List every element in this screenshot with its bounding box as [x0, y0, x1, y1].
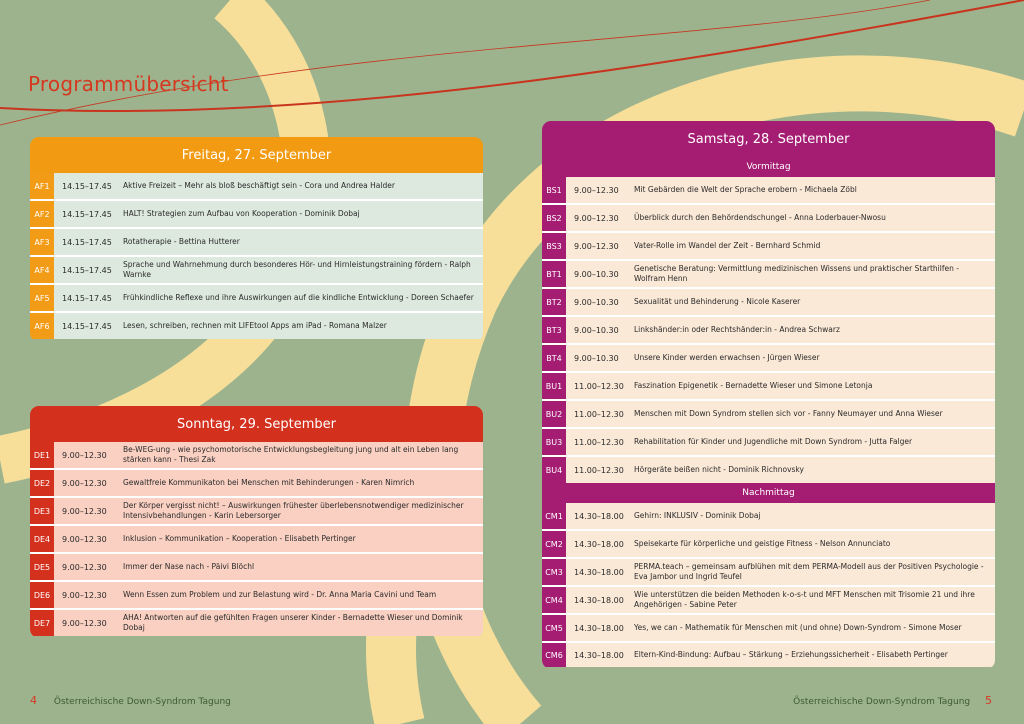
session-row	[542, 613, 995, 641]
session-code: BU1	[542, 373, 566, 399]
session-row	[30, 199, 483, 227]
session-row	[30, 552, 483, 580]
session-title: Vater-Rolle im Wandel der Zeit - Bernhard Schmid	[634, 241, 821, 250]
session-row	[30, 496, 483, 524]
session-time: 14.15–17.45	[62, 265, 112, 275]
session-time: 14.15–17.45	[62, 181, 112, 191]
session-row	[30, 468, 483, 496]
session-time: 11.00–12.30	[574, 381, 624, 391]
session-code: BT2	[542, 289, 566, 315]
session-title: Aktive Freizeit – Mehr als bloß beschäftigt sein - Cora und Andrea Halder	[123, 181, 395, 190]
footer-right	[793, 694, 992, 707]
session-time: 9.00–12.30	[574, 213, 619, 223]
session-code: AF6	[30, 313, 54, 339]
session-row	[542, 529, 995, 557]
friday-header: Freitag, 27. September	[30, 137, 483, 173]
session-row	[542, 315, 995, 343]
session-row	[30, 255, 483, 283]
session-time: 11.00–12.30	[574, 409, 624, 419]
session-code: AF1	[30, 173, 54, 199]
page-number-right: 5	[985, 694, 992, 707]
session-title: Sexualität und Behinderung - Nicole Kaserer	[634, 297, 801, 306]
session-row	[542, 427, 995, 455]
session-code: BU2	[542, 401, 566, 427]
session-row	[542, 371, 995, 399]
session-time: 14.30–18.00	[574, 650, 624, 660]
session-title: Lesen, schreiben, rechnen mit LIFEtool Apps am iPad - Romana Malzer	[123, 321, 387, 330]
session-code: BS3	[542, 233, 566, 259]
session-code: BS1	[542, 177, 566, 203]
session-row	[30, 283, 483, 311]
session-row	[542, 503, 995, 529]
session-row	[542, 585, 995, 613]
session-time: 14.15–17.45	[62, 237, 112, 247]
session-title: HALT! Strategien zum Aufbau von Kooperation - Dominik Dobaj	[123, 209, 360, 218]
session-time: 11.00–12.30	[574, 465, 624, 475]
session-code: BU4	[542, 457, 566, 483]
session-time: 14.15–17.45	[62, 209, 112, 219]
session-time: 9.00–10.30	[574, 269, 619, 279]
friday-session-list	[30, 173, 483, 339]
session-row	[542, 231, 995, 259]
session-title: Inklusion – Kommunikation – Kooperation - Elisabeth Pertinger	[123, 534, 356, 543]
session-title: Genetische Beratung: Vermittlung medizinischen Wissens und praktischer Starthilfen - Wolfram Henn	[634, 264, 959, 283]
session-row	[542, 455, 995, 483]
friday-schedule-card	[30, 137, 483, 342]
session-row	[30, 442, 483, 468]
session-time: 14.30–18.00	[574, 539, 624, 549]
session-time: 9.00–12.30	[574, 185, 619, 195]
session-code: AF5	[30, 285, 54, 311]
session-row	[542, 177, 995, 203]
session-title: Speisekarte für körperliche und geistige Fitness - Nelson Annunciato	[634, 539, 891, 548]
session-time: 9.00–10.30	[574, 353, 619, 363]
session-row	[30, 173, 483, 199]
session-code: DE2	[30, 470, 54, 496]
session-time: 9.00–12.30	[62, 478, 107, 488]
session-time: 9.00–12.30	[62, 618, 107, 628]
session-time: 9.00–10.30	[574, 297, 619, 307]
session-code: DE5	[30, 554, 54, 580]
session-title: Sprache und Wahrnehmung durch besonderes Hör- und Hirnleistungstraining fördern - Ralph Warnke	[123, 260, 471, 279]
session-title: Überblick durch den Behördendschungel - Anna Loderbauer-Nwosu	[634, 213, 886, 222]
session-title: Wie unterstützen die beiden Methoden k-o-s-t und MFT Menschen mit Trisomie 21 und ihre Angehörigen - Sabine Peter	[634, 590, 975, 609]
session-code: BT4	[542, 345, 566, 371]
morning-section-label: Vormittag	[542, 157, 995, 177]
sunday-session-list	[30, 442, 483, 636]
session-code: AF4	[30, 257, 54, 283]
session-title: Hörgeräte beißen nicht - Dominik Richnovsky	[634, 465, 804, 474]
session-code: DE3	[30, 498, 54, 524]
sunday-header: Sonntag, 29. September	[30, 406, 483, 442]
session-title: Menschen mit Down Syndrom stellen sich vor - Fanny Neumayer und Anna Wieser	[634, 409, 943, 418]
session-code: BS2	[542, 205, 566, 231]
session-row	[542, 343, 995, 371]
session-code: DE4	[30, 526, 54, 552]
session-title: Mit Gebärden die Welt der Sprache erobern - Michaela Zöbl	[634, 185, 857, 194]
session-row	[542, 259, 995, 287]
session-title: Immer der Nase nach - Päivi Blöchl	[123, 562, 255, 571]
session-row	[542, 641, 995, 667]
session-time: 9.00–12.30	[62, 562, 107, 572]
session-time: 9.00–12.30	[62, 534, 107, 544]
session-title: Gewaltfreie Kommunikaton bei Menschen mit Behinderungen - Karen Nimrich	[123, 478, 415, 487]
session-title: Frühkindliche Reflexe und ihre Auswirkungen auf die kindliche Entwicklung - Doreen Schaefer	[123, 293, 474, 302]
session-time: 14.30–18.00	[574, 623, 624, 633]
footer-left	[30, 694, 231, 707]
session-title: Gehirn: INKLUSIV - Dominik Dobaj	[634, 511, 761, 520]
footer-left-text: Österreichische Down-Syndrom Tagung	[53, 697, 231, 707]
session-time: 14.15–17.45	[62, 293, 112, 303]
session-title: AHA! Antworten auf die gefühlten Fragen unserer Kinder - Bernadette Wieser und Dominik Dobaj	[123, 613, 463, 632]
session-title: Eltern-Kind-Bindung: Aufbau – Stärkung – Erziehungssicherheit - Elisabeth Pertinger	[634, 650, 948, 659]
session-title: Rotatherapie - Bettina Hutterer	[123, 237, 240, 246]
session-title: Wenn Essen zum Problem und zur Belastung wird - Dr. Anna Maria Cavini und Team	[123, 590, 437, 599]
session-code: CM5	[542, 615, 566, 641]
session-time: 14.15–17.45	[62, 321, 112, 331]
session-code: CM2	[542, 531, 566, 557]
afternoon-section-label: Nachmittag	[542, 483, 995, 503]
session-row	[542, 557, 995, 585]
session-row	[542, 203, 995, 231]
session-row	[542, 399, 995, 427]
session-title: Be-WEG-ung - wie psychomotorische Entwicklungsbegleitung jung und alt ein Leben lang stärken kann - Thesi Zak	[123, 445, 459, 464]
session-row	[542, 287, 995, 315]
session-code: BT1	[542, 261, 566, 287]
sunday-schedule-card	[30, 406, 483, 638]
session-time: 11.00–12.30	[574, 437, 624, 447]
session-code: AF2	[30, 201, 54, 227]
saturday-afternoon-list	[542, 503, 995, 667]
session-time: 14.30–18.00	[574, 595, 624, 605]
page-title: Programmübersicht	[28, 72, 229, 96]
session-time: 9.00–12.30	[574, 241, 619, 251]
session-time: 14.30–18.00	[574, 567, 624, 577]
page-number-left: 4	[30, 694, 37, 707]
session-code: AF3	[30, 229, 54, 255]
footer-right-text: Österreichische Down-Syndrom Tagung	[793, 697, 971, 707]
session-title: Linkshänder:in oder Rechtshänder:in - Andrea Schwarz	[634, 325, 840, 334]
session-code: DE7	[30, 610, 54, 636]
session-time: 9.00–10.30	[574, 325, 619, 335]
session-row	[30, 524, 483, 552]
saturday-morning-list	[542, 177, 995, 483]
session-time: 9.00–12.30	[62, 450, 107, 460]
saturday-schedule-card	[542, 121, 995, 669]
session-code: CM1	[542, 503, 566, 529]
session-code: DE6	[30, 582, 54, 608]
session-code: BU3	[542, 429, 566, 455]
session-code: CM6	[542, 643, 566, 667]
session-title: PERMA.teach – gemeinsam aufblühen mit dem PERMA-Modell aus der Positiven Psychologie - Eva Jambor und Ingrid Teufel	[634, 562, 984, 581]
session-time: 9.00–12.30	[62, 506, 107, 516]
session-time: 14.30–18.00	[574, 511, 624, 521]
session-title: Der Körper vergisst nicht! – Auswirkungen frühester überlebensnotwendiger medizinischer Intensivbehandlungen - Karin Lebersorger	[123, 501, 464, 520]
session-title: Rehabilitation für Kinder und Jugendliche mit Down Syndrom - Jutta Falger	[634, 437, 913, 446]
session-row	[30, 608, 483, 636]
session-code: CM4	[542, 587, 566, 613]
session-title: Yes, we can - Mathematik für Menschen mit (und ohne) Down-Syndrom - Simone Moser	[634, 623, 962, 632]
session-code: DE1	[30, 442, 54, 468]
session-time: 9.00–12.30	[62, 590, 107, 600]
session-row	[30, 580, 483, 608]
session-title: Unsere Kinder werden erwachsen - Jürgen Wieser	[634, 353, 820, 362]
saturday-header: Samstag, 28. September	[542, 121, 995, 157]
session-code: CM3	[542, 559, 566, 585]
session-row	[30, 311, 483, 339]
session-title: Faszination Epigenetik - Bernadette Wieser und Simone Letonja	[634, 381, 873, 390]
session-row	[30, 227, 483, 255]
session-code: BT3	[542, 317, 566, 343]
